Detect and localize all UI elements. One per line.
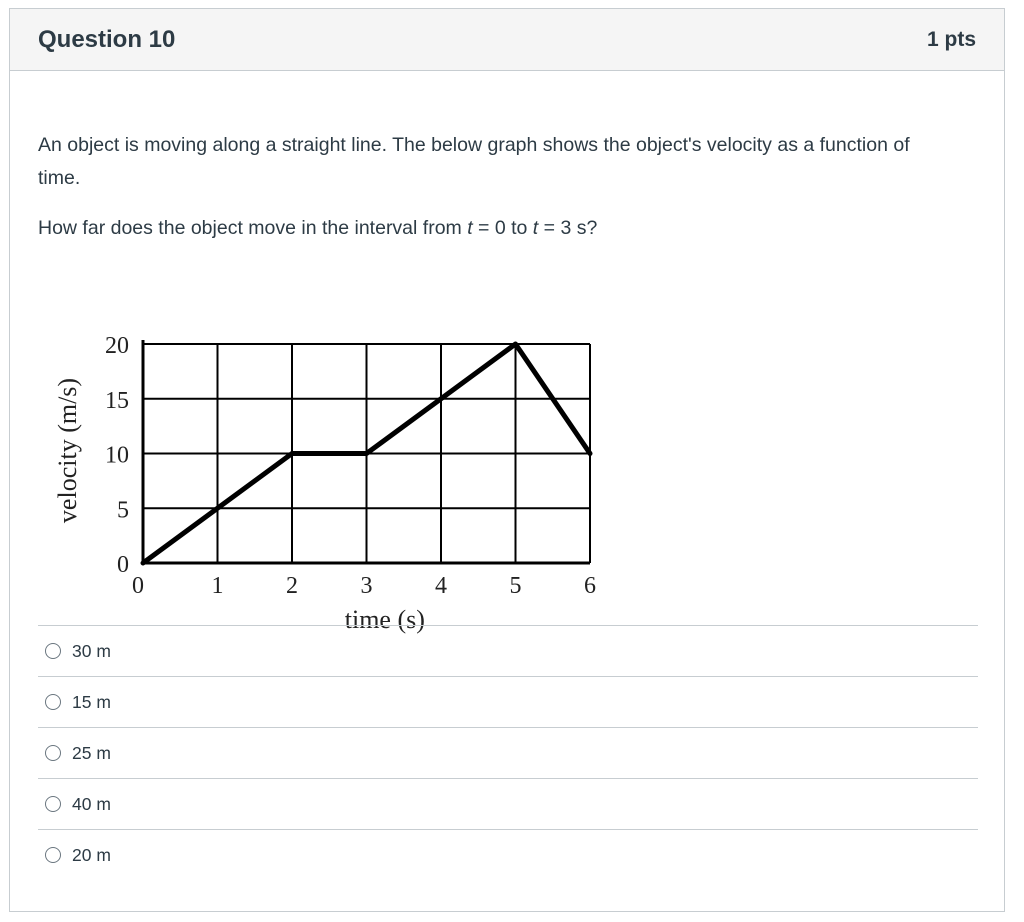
y-tick-label: 15: [105, 387, 129, 414]
answer-label: 30 m: [72, 640, 111, 661]
velocity-time-graph: [38, 261, 598, 634]
radio-button[interactable]: [45, 847, 61, 863]
ask-suffix: = 3 s?: [538, 217, 598, 239]
x-tick-label: 0: [132, 573, 144, 599]
radio-button[interactable]: [45, 745, 61, 761]
radio-button[interactable]: [45, 643, 61, 659]
x-tick-label: 4: [435, 573, 447, 599]
answer-label: 25 m: [72, 742, 111, 763]
x-tick-label: 3: [360, 573, 373, 599]
x-tick-label: 1: [211, 573, 224, 599]
answer-option[interactable]: [38, 829, 978, 880]
radio-button[interactable]: [45, 694, 61, 710]
y-tick-label: 10: [105, 442, 129, 469]
answer-option[interactable]: [38, 727, 978, 778]
answer-option[interactable]: [38, 676, 978, 727]
y-tick-label: 20: [105, 333, 129, 359]
ask-prefix: How far does the object move in the interval from: [38, 217, 468, 239]
question-title: Question 10: [38, 25, 176, 53]
chart-svg: [38, 261, 598, 634]
y-tick-label: 0: [117, 552, 129, 578]
ask-var-t-start: t: [467, 217, 473, 239]
question-text: [38, 129, 938, 245]
ask-var-t-end: t: [532, 217, 539, 239]
answer-list: [38, 625, 978, 880]
question-ask: [38, 212, 938, 245]
answer-option[interactable]: [38, 778, 978, 829]
answer-label: 40 m: [72, 793, 111, 814]
answer-option[interactable]: [38, 625, 978, 676]
x-tick-label: 5: [509, 573, 522, 599]
x-tick-label: 6: [584, 573, 596, 599]
x-tick-label: 2: [286, 573, 298, 599]
answer-label: 15 m: [72, 691, 111, 712]
ask-mid: = 0 to: [472, 217, 533, 239]
question-paragraph: An object is moving along a straight line. The below graph shows the object's velocity as a function of time.: [38, 134, 910, 189]
y-tick-label: 5: [117, 497, 129, 524]
radio-button[interactable]: [45, 796, 61, 812]
question-header: [10, 9, 1004, 71]
x-axis-label: time (s): [344, 605, 425, 634]
question-card: [9, 8, 1005, 912]
y-axis-label: velocity (m/s): [53, 377, 82, 524]
answer-label: 20 m: [72, 844, 111, 865]
question-points: 1 pts: [926, 27, 976, 51]
